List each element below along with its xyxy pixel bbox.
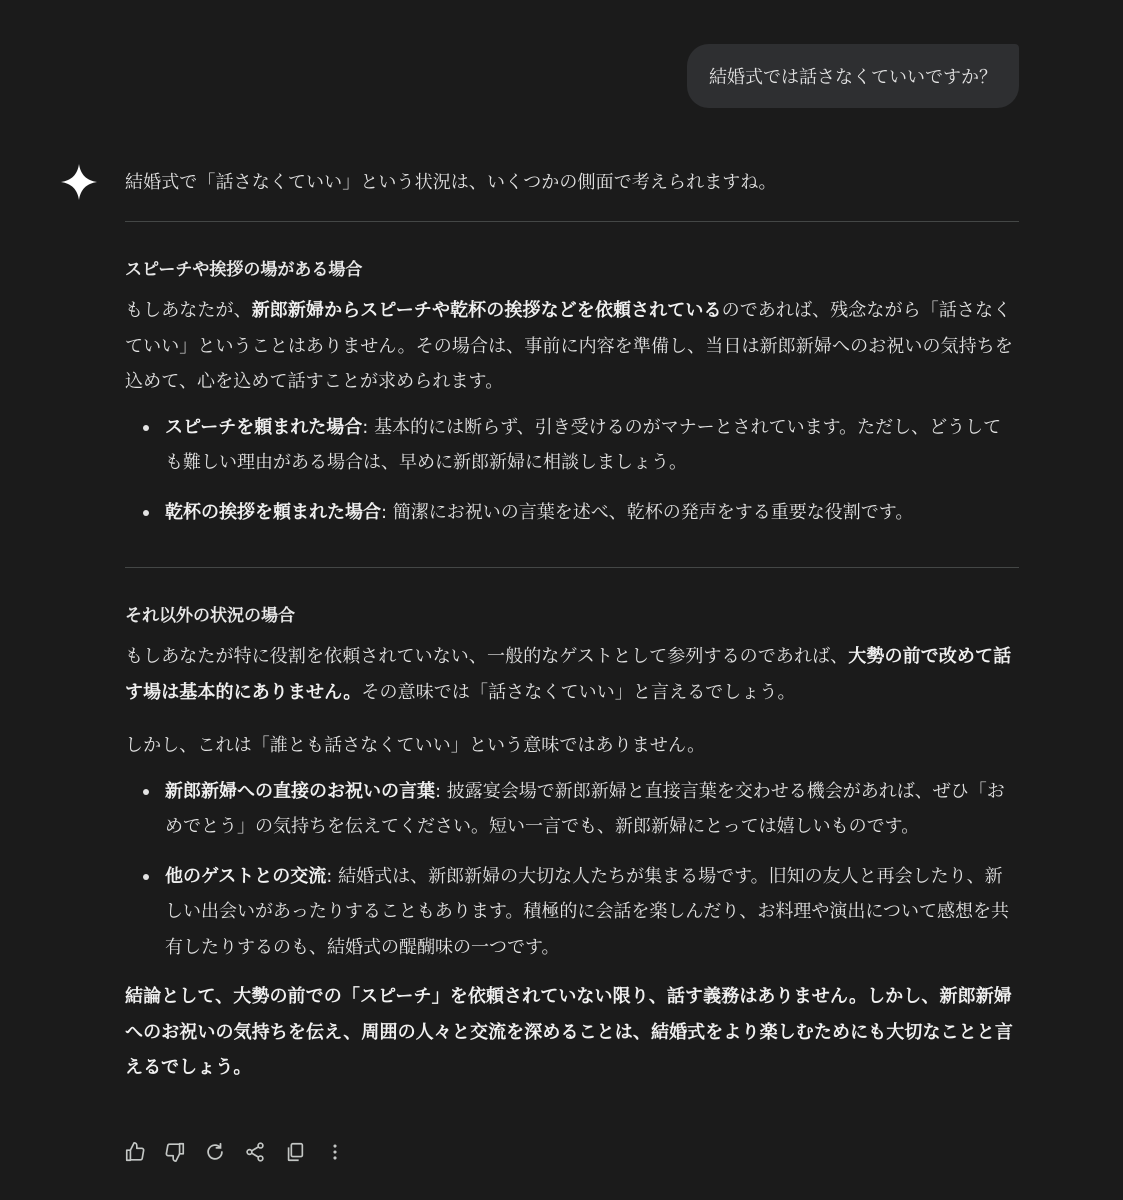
more-icon[interactable] [324, 1140, 346, 1164]
list-item: 他のゲストとの交流: 結婚式は、新郎新婦の大切な人たちが集まる場です。旧知の友人と再会したり、新しい出会いがあったりすることもあります。積極的に会話を楽しんだり、お料理や演出について感想を共有したりするのも、結婚式の醍醐味の一つです。 [165, 859, 1019, 966]
section-other [125, 568, 1019, 1086]
share-icon[interactable] [244, 1140, 266, 1164]
list-item: スピーチを頼まれた場合: 基本的には断らず、引き受けるのがマナーとされています。ただし、どうしても難しい理由がある場合は、早めに新郎新婦に相談しましょう。 [165, 410, 1019, 481]
section-paragraph: しかし、これは「誰とも話さなくていい」という意味ではありません。 [125, 735, 706, 756]
section-speech [125, 222, 1019, 568]
user-message-text: 結婚式では話さなくていいですか？ [709, 67, 997, 88]
thumbs-up-icon[interactable] [124, 1140, 146, 1164]
response-actions [124, 1140, 346, 1164]
conclusion-paragraph: 結論として、大勢の前での「スピーチ」を依頼されていない限り、話す義務はありません。しかし、新郎新婦へのお祝いの気持ちを伝え、周囲の人々と交流を深めることは、結婚式をより楽しむためにも大切なことと言えるでしょう。 [125, 986, 1013, 1078]
list-item: 新郎新婦への直接のお祝いの言葉: 披露宴会場で新郎新婦と直接言葉を交わせる機会があれば、ぜひ「おめでとう」の気持ちを伝えてください。短い一言でも、新郎新婦にとっては嬉しいものです。 [165, 774, 1019, 845]
thumbs-down-icon[interactable] [164, 1140, 186, 1164]
gemini-spark-icon [60, 163, 98, 201]
bullet-list [125, 410, 1019, 531]
regenerate-icon[interactable] [204, 1140, 226, 1164]
section-paragraph: もしあなたが、新郎新婦からスピーチや乾杯の挨拶などを依頼されているのであれば、残念ながら「話さなくていい」ということはありません。その場合は、事前に内容を準備し、当日は新郎新婦へのお祝いの気持ちを込めて、心を込めて話すことが求められます。 [125, 300, 1013, 392]
section-paragraph: もしあなたが特に役割を依頼されていない、一般的なゲストとして参列するのであれば、大勢の前で改めて話す場は基本的にありません。その意味では「話さなくていい」と言えるでしょう。 [125, 646, 1012, 703]
section-heading: スピーチや挨拶の場がある場合 [125, 260, 363, 280]
assistant-response [125, 166, 1019, 1086]
copy-icon[interactable] [284, 1140, 306, 1164]
list-item: 乾杯の挨拶を頼まれた場合: 簡潔にお祝いの言葉を述べ、乾杯の発声をする重要な役割です。 [165, 495, 1019, 531]
response-intro: 結婚式で「話さなくていい」という状況は、いくつかの側面で考えられますね。 [125, 166, 1019, 222]
bullet-list [125, 774, 1019, 966]
user-message-bubble [687, 44, 1019, 108]
section-heading: それ以外の状況の場合 [125, 606, 295, 626]
